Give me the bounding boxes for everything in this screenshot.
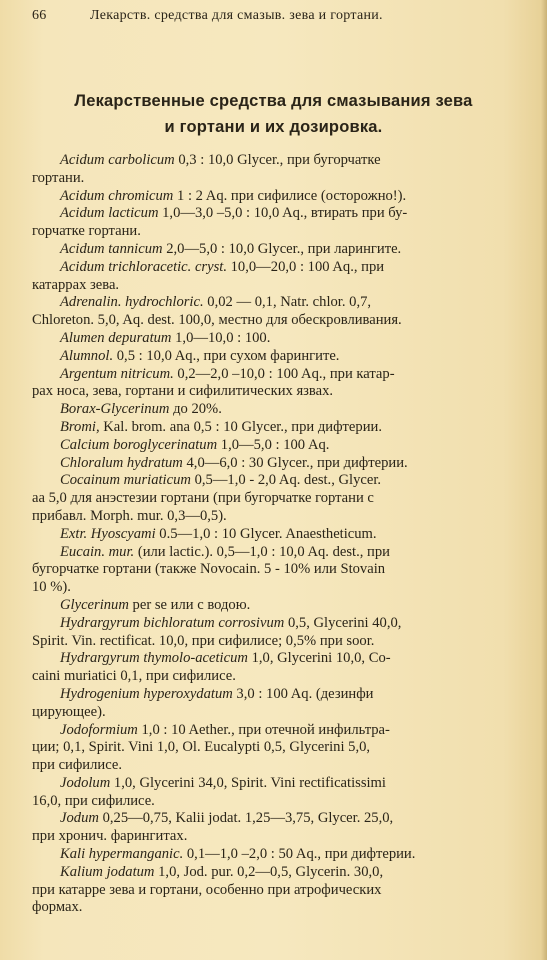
dosage-text: прибавл. Morph. mur. 0,3—0,5). <box>32 507 227 524</box>
drug-entry <box>60 348 508 366</box>
dosage-text: при хронич. фарингитах. <box>32 828 188 845</box>
drug-name: Hydrargyrum thymolo-aceticum <box>60 650 248 667</box>
entry-line <box>60 526 508 544</box>
drug-name: Acidum trichloracetic. cryst. <box>60 258 227 275</box>
entry-line <box>60 722 508 740</box>
drug-entry <box>60 437 508 455</box>
dosage-text: 0,5—1,0 - 2,0 Aq. dest., Glycer. <box>190 472 382 489</box>
drug-entry <box>32 152 508 188</box>
dosage-text: Spirit. Vin. rectificat. 10,0, при сифилисе; 0,5% при soor. <box>32 632 375 649</box>
dosage-text: аа 5,0 для анэстезии гортани (при бугорчатке гортани с <box>32 490 374 507</box>
drug-entry <box>60 455 508 473</box>
drug-entry <box>32 614 508 651</box>
dosage-text: 10 %). <box>32 579 71 596</box>
drug-entry <box>32 774 508 811</box>
dosage-text: 1,0—3,0 –5,0 : 10,0 Aq., втирать при бу- <box>158 205 408 222</box>
section-title-line: Лекарственные средства для смазывания зева <box>74 92 473 110</box>
drug-name: Jodum <box>60 810 99 827</box>
drug-entry <box>60 419 508 437</box>
entry-line <box>32 793 508 811</box>
entry-line <box>60 455 508 473</box>
entry-line <box>32 490 508 508</box>
entry-line <box>32 561 508 579</box>
entry-line <box>32 882 508 900</box>
entry-line <box>32 312 508 330</box>
dosage-text: при сифилисе. <box>32 757 122 774</box>
entry-line <box>60 810 508 828</box>
running-title: Лекарств. средства для смазыв. зева и гортани. <box>90 8 383 23</box>
entry-line <box>32 899 508 917</box>
entry-line <box>60 294 508 312</box>
entry-line <box>60 152 508 170</box>
drug-name: Chloralum hydratum <box>60 454 183 471</box>
running-header <box>32 8 527 30</box>
entry-line <box>32 508 508 526</box>
entry-line <box>60 188 508 206</box>
entry-line <box>32 170 508 188</box>
dosage-text: 0,3 : 10,0 Glycer., при бугорчатке <box>174 152 381 168</box>
entry-line <box>60 419 508 437</box>
entry-line <box>32 739 508 757</box>
drug-entry <box>60 597 508 615</box>
dosage-text: горчатке гортани. <box>32 223 141 240</box>
entry-line <box>60 686 508 704</box>
drug-entry <box>60 526 508 544</box>
drug-entry <box>32 810 508 846</box>
dosage-text: 0,1—1,0 –2,0 : 50 Aq., при дифтерии. <box>183 846 416 863</box>
drug-entry <box>32 472 508 525</box>
entry-line <box>32 704 508 722</box>
drug-name: Alumnol. <box>60 347 114 364</box>
entry-line <box>60 864 508 882</box>
dosage-text: цирующее). <box>32 703 106 720</box>
drug-name: Calcium boroglycerinatum <box>60 436 218 453</box>
dosage-text: 2,0—5,0 : 10,0 Glycer., при ларингите. <box>162 240 402 257</box>
drug-name: Hydrogenium hyperoxydatum <box>60 685 233 702</box>
drug-name: Acidum lacticum <box>60 205 159 222</box>
entry-line <box>60 775 508 793</box>
drug-entry <box>32 721 508 775</box>
entry-line <box>32 633 508 651</box>
drug-entry <box>32 205 508 241</box>
entry-line <box>60 597 508 615</box>
drug-entry <box>32 650 508 686</box>
entry-line <box>32 828 508 846</box>
drug-name: Extr. Hyoscyami <box>60 525 156 542</box>
drug-entry <box>32 863 508 917</box>
dosage-text: до 20%. <box>169 401 222 418</box>
drug-name: Hydrargyrum bichloratum corrosivum <box>60 614 285 631</box>
dosage-text: 0.5—1,0 : 10 Glycer. Anaestheticum. <box>155 525 377 542</box>
dosage-text: per se или с водою. <box>128 596 251 613</box>
entry-line <box>32 223 508 241</box>
page-number: 66 <box>32 8 47 23</box>
drug-name: Argentum nitricum. <box>60 365 174 382</box>
dosage-text: 1,0 : 10 Aether., при отечной инфильтра- <box>137 721 390 738</box>
drug-name: Acidum carbolicum <box>60 152 175 168</box>
entry-line <box>32 579 508 597</box>
dosage-text: формах. <box>32 899 83 916</box>
drug-entry <box>32 294 508 330</box>
dosage-text: ции; 0,1, Spirit. Vini 1,0, Ol. Eucalypti 0,5, Glycerini 5,0, <box>32 739 371 756</box>
dosage-text: бугорчатке гортани (также Novocain. 5 - 10% или Stovain <box>32 561 386 578</box>
dosage-text: 0,25—0,75, Kalii jodat. 1,25—3,75, Glycer. 25,0, <box>98 810 394 827</box>
dosage-text: катаррах зева. <box>32 276 120 293</box>
entry-line <box>60 330 508 348</box>
drug-entry <box>60 846 508 864</box>
dosage-text: гортани. <box>32 169 85 186</box>
drug-entry <box>32 543 508 597</box>
entry-line <box>60 348 508 366</box>
entry-line <box>60 846 508 864</box>
entry-line <box>60 472 508 490</box>
entry-line <box>60 401 508 419</box>
dosage-text: caini muriatici 0,1, при сифилисе. <box>32 668 236 685</box>
entry-line <box>60 259 508 277</box>
dosage-text: 1,0—10,0 : 100. <box>171 329 271 346</box>
dosage-text: 0,02 — 0,1, Natr. chlor. 0,7, <box>203 294 372 311</box>
drug-entry <box>60 401 508 419</box>
dosage-text: 16,0, при сифилисе. <box>32 792 155 809</box>
drug-name: Eucain. mur. <box>60 543 135 560</box>
drug-name: Cocainum muriaticum <box>60 472 191 489</box>
dosage-text: 1,0—5,0 : 100 Aq. <box>217 436 330 453</box>
drug-name: Jodolum <box>60 774 111 791</box>
drug-entry <box>60 330 508 348</box>
entry-line <box>60 366 508 384</box>
dosage-text: 10,0—20,0 : 100 Aq., при <box>226 258 385 275</box>
entry-line <box>60 205 508 223</box>
drug-name: Adrenalin. hydrochloric. <box>60 294 204 311</box>
section-title <box>0 88 547 140</box>
drug-name: Acidum chromicum <box>60 187 174 204</box>
dosage-text: Chloreton. 5,0, Aq. dest. 100,0, местно для обескровливания. <box>32 312 402 329</box>
dosage-text: 0,5 : 10,0 Aq., при сухом фарингите. <box>113 347 340 364</box>
dosage-text: Kal. brom. ana 0,5 : 10 Glycer., при дифтерии. <box>99 418 382 435</box>
drug-name: Kalium jodatum <box>60 863 155 880</box>
entry-line <box>32 757 508 775</box>
dosage-text: 1,0, Jod. pur. 0,2—0,5, Glycerin. 30,0, <box>154 863 384 880</box>
entry-line <box>60 650 508 668</box>
entry-line <box>32 277 508 295</box>
drug-entry <box>32 365 508 402</box>
drug-entry <box>32 258 508 295</box>
dosage-text: 1,0, Glycerini 10,0, Co- <box>247 650 391 667</box>
dosage-text: 0,5, Glycerini 40,0, <box>284 614 402 631</box>
dosage-text: 0,2—2,0 –10,0 : 100 Aq., при катар- <box>173 365 395 382</box>
dosage-text: (или lactic.). 0,5—1,0 : 10,0 Aq. dest., при <box>134 543 390 560</box>
drug-name: Alumen depuratum <box>60 329 172 346</box>
drug-entry <box>60 241 508 259</box>
drug-name: Glycerinum <box>60 596 129 613</box>
entry-line <box>60 241 508 259</box>
drug-name: Jodoformium <box>60 721 138 738</box>
entry-line <box>32 383 508 401</box>
entry-line <box>60 544 508 562</box>
entry-line <box>60 437 508 455</box>
drug-name: Borax-Glycerinum <box>60 401 170 418</box>
dosage-text: 3,0 : 100 Aq. (дезинфи <box>232 685 374 702</box>
drug-name: Bromi, <box>60 418 100 435</box>
drug-entry <box>32 685 508 722</box>
dosage-text: 1 : 2 Aq. при сифилисе (осторожно!). <box>173 187 407 204</box>
page-edge-shadow <box>541 0 547 960</box>
dosage-text: 4,0—6,0 : 30 Glycer., при дифтерии. <box>182 454 408 471</box>
drug-list <box>32 152 508 917</box>
drug-name: Kali hypermanganic. <box>60 846 184 863</box>
entry-line <box>60 615 508 633</box>
dosage-text: рах носа, зева, гортани и сифилитических язвах. <box>32 383 334 400</box>
drug-entry <box>60 188 508 206</box>
dosage-text: 1,0, Glycerini 34,0, Spirit. Vini rectificatissimi <box>110 774 386 791</box>
dosage-text: при катарре зева и гортани, особенно при атрофических <box>32 881 382 898</box>
drug-name: Acidum tannicum <box>60 240 163 257</box>
section-title-line: и гортани и их дозировка. <box>164 118 383 136</box>
entry-line <box>32 668 508 686</box>
